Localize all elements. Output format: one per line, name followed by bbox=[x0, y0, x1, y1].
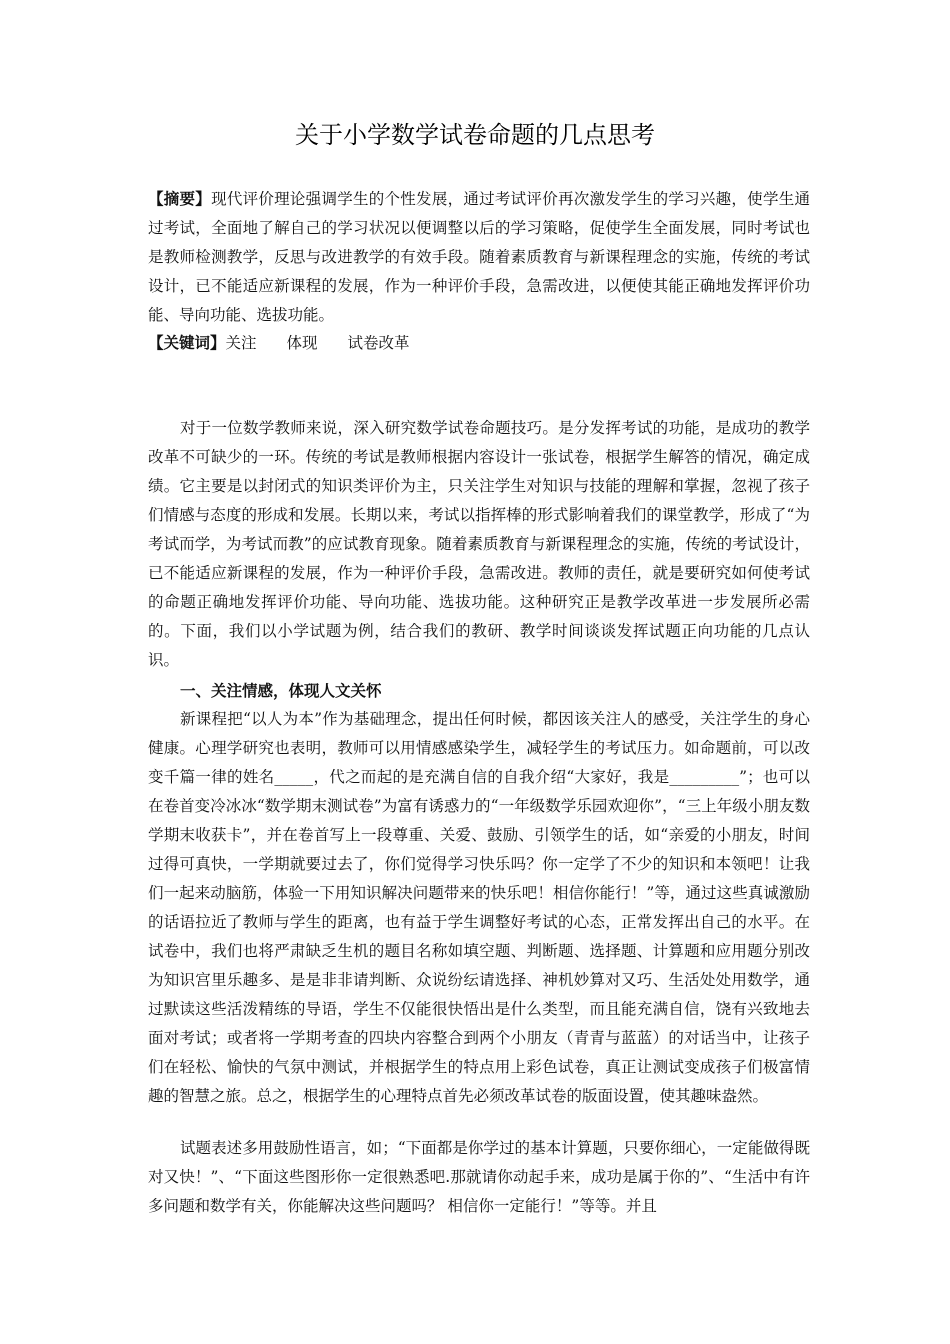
abstract-text: 现代评价理论强调学生的个性发展，通过考试评价再次激发学生的学习兴趣，使学生通过考试，全面地了解自己的学习状况以便调整以后的学习策略，促使学生全面发展，同时考试也是教师检测教学，反思与改进教学的有效手段。随着素质教育与新课程理念的实施，传统的考试设计，已不能适应新课程的发展，作为一种评价手段，急需改进，以便使其能正确地发挥评价功能、导向功能、选拔功能。 bbox=[148, 190, 810, 324]
section-heading: 一、关注情感，体现人文关怀 bbox=[180, 681, 382, 700]
paragraph-intro: 对于一位数学教师来说，深入研究数学试卷命题技巧。是分发挥考试的功能，是成功的教学改革不可缺少的一环。传统的考试是教师根据内容设计一张试卷，根据学生解答的情况，确定成绩。它主要是以封闭式的知识类评价为主，只关注学生对知识与技能的理解和掌握，忽视了孩子们情感与态度的形成和发展。长期以来，考试以指挥棒的形式影响着我们的课堂教学，形成了“为考试而学，为考试而教”的应试教育现象。随着素质教育与新课程理念的实施，传统的考试设计，已不能适应新课程的发展，作为一种评价手段，急需改进。教师的责任，就是要研究如何使考试的命题正确地发挥评价功能、导向功能、选拔功能。这种研究正是教学改革进一步发展所必需的。下面，我们以小学试题为例，结合我们的教研、教学时间谈谈发挥试题正向功能的几点认识。 bbox=[148, 419, 810, 669]
keywords-label: 【关键词】 bbox=[148, 333, 226, 352]
keywords bbox=[148, 328, 810, 358]
paragraph-body: 试题表述多用鼓励性语言，如；“下面都是你学过的基本计算题，只要你细心，一定能做得既对又快！”、“下面这些图形你一定很熟悉吧.那就请你动起手来，成功是属于你的”、“生活中有许多问题和数学有关，你能解决这些问题吗？ 相信你一定能行！”等等。并且 bbox=[148, 1139, 810, 1215]
paragraph-body: 新课程把“以人为本”作为基础理念，提出任何时候，都因该关注人的感受，关注学生的身心健康。心理学研究也表明，教师可以用情感感染学生，减轻学生的考试压力。如命题前，可以改变千篇一律的姓名_____，代之而起的是充满自信的自我介绍“大家好，我是_________”；也可以在卷首变冷冰冰“数学期末测试卷”为富有诱惑力的“一年级数学乐园欢迎你”，“三上年级小朋友数学期末收获卡”，并在卷首写上一段尊重、关爱、鼓励、引领学生的话，如“亲爱的小朋友，时间过得可真快，一学期就要过去了，你们觉得学习快乐吗？你一定学了不少的知识和本领吧！让我们一起来动脑筋，体验一下用知识解决问题带来的快乐吧！相信你能行！”等，通过这些真诚激励的话语拉近了教师与学生的距离，也有益于学生调整好考试的心态，正常发挥出自己的水平。在试卷中，我们也将严肃缺乏生机的题目名称如填空题、判断题、选择题、计算题和应用题分别改为知识宫里乐趣多、是是非非请判断、众说纷纭请选择、神机妙算对又巧、生活处处用数学，通过默读这些活泼精练的导语，学生不仅能很快悟出是什么类型，而且能充满自信，饶有兴致地去面对考试；或者将一学期考查的四块内容整合到两个小朋友（青青与蓝蓝）的对话当中，让孩子们在轻松、愉快的气氛中测试，并根据学生的特点用上彩色试卷，真正让测试变成孩子们极富情趣的智慧之旅。总之，根据学生的心理特点首先必须改革试卷的版面设置，使其趣味盎然。 bbox=[148, 710, 810, 1105]
keyword-item: 试卷改革 bbox=[347, 334, 410, 352]
keyword-item: 体现 bbox=[286, 334, 318, 352]
document-title: 关于小学数学试卷命题的几点思考 bbox=[295, 121, 655, 149]
abstract-label: 【摘要】 bbox=[148, 189, 212, 208]
abstract bbox=[148, 184, 810, 330]
keyword-item: 关注 bbox=[225, 334, 257, 352]
